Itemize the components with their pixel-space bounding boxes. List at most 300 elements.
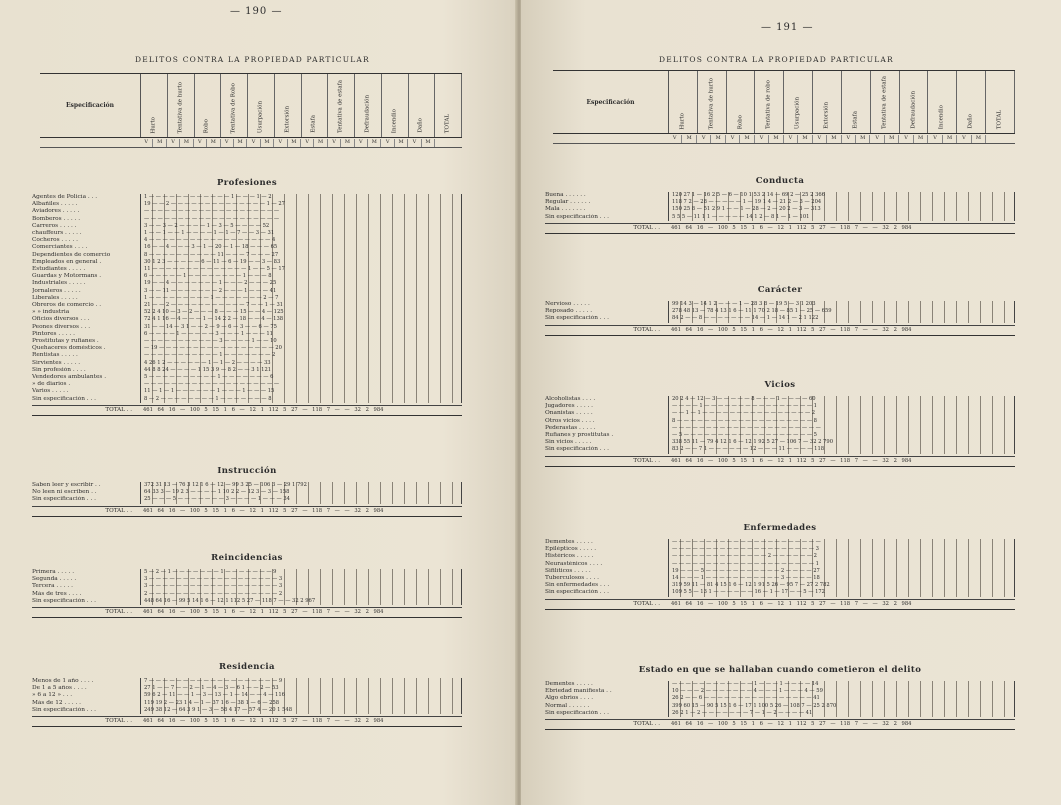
row-label: Nervioso . . . . . — [545, 301, 590, 307]
section-table — [545, 681, 1015, 717]
table-row: 11 — 1 — 1 — — — — — — 1 — — — 1 — — — 15 — [144, 388, 275, 395]
value-grid — [140, 194, 462, 403]
vm-marker: M — [288, 139, 301, 147]
vm-marker: V — [220, 139, 233, 147]
left-col-7: Tentativa de estafa — [328, 74, 355, 137]
row-label: Sin especificación . . . — [545, 446, 609, 453]
table-section — [32, 466, 462, 517]
vm-marker: V — [899, 135, 913, 143]
table-row: 25 — — — 5 — — — — — — — 3 — — — — 1 — — — 34 — [144, 496, 290, 503]
vm-marker: M — [798, 135, 812, 143]
vm-cell — [408, 139, 435, 147]
vm-marker: M — [740, 135, 754, 143]
total-values: 461 64 16 — 100 5 15 1 6 — 12 1 112 5 27 — 118 7 — — 32 2 984 — [143, 718, 384, 725]
table-section — [32, 662, 462, 727]
total-values: 461 64 16 — 100 5 15 1 6 — 12 1 112 5 27 — 118 7 — — 32 2 984 — [671, 326, 912, 333]
vm-marker: V — [870, 135, 884, 143]
vm-pad — [40, 139, 140, 147]
table-row: 52 2 4 10 — 3 — 2 — — — 8 — — — 15 — — 4 — 125 — [144, 309, 284, 316]
table-row: 72 4 1 16 — 4 — — — 1 — 14 2 2 — 18 — — 4 — 138 — [144, 316, 284, 323]
vm-marker: V — [140, 139, 153, 147]
vm-marker: V — [328, 139, 341, 147]
table-row: 44 8 8 24 — — — — 1 15 3 9 — 8 2 — — 3 1 121 — [144, 366, 272, 373]
right-page-number: — 191 — — [761, 22, 814, 33]
row-label: Epilépticos . . . . . — [545, 546, 597, 553]
table-row: 1 — — 1 — — 1 — — — — 1 — 1 — 7 — — 3 — 31 — [144, 230, 275, 237]
row-label: Sin especificación . . . — [545, 589, 609, 596]
table-section — [545, 285, 1015, 336]
table-row: 20 2 4 — 12 — 3 — — — — — 8 — — — 1 — — — — 60 — [672, 396, 816, 402]
vm-cell — [247, 139, 274, 147]
vm-marker: M — [314, 139, 327, 147]
table-row: — 5 — — — — — — — — — — — — — — — — — — — 5 — [672, 432, 817, 439]
total-values: 461 64 16 — 100 5 15 1 6 — 12 1 112 5 27 — 118 7 — — 32 2 984 — [671, 224, 912, 231]
row-label: Sirvientes . . . . . — [32, 359, 81, 366]
right-col-9: Incendio — [928, 71, 957, 133]
row-label: Peones diversos . . . — [32, 323, 91, 330]
left-col-1: Tentativa de hurto — [168, 74, 195, 137]
row-label: Regular . . . . . . — [545, 199, 591, 206]
row-label: De 1 a 5 años . . . . — [32, 685, 87, 692]
vm-cell — [220, 139, 247, 147]
table-row: 150 25 8 — 51 2 9 1 — — 1 — 28 — 2 — 20 2 — 3 — 313 — [672, 206, 821, 213]
vm-marker: M — [234, 139, 247, 147]
row-label: Vendedores ambulantes . — [32, 374, 107, 381]
vm-total-cell — [435, 139, 462, 147]
vm-marker: M — [153, 139, 166, 147]
row-label: Ebriedad manifiesta . . — [545, 688, 612, 695]
row-label: Guardas y Motormans . — [32, 273, 102, 280]
total-values: 461 64 16 — 100 5 15 1 6 — 12 1 112 5 27 — 118 7 — — 32 2 984 — [143, 609, 384, 616]
right-spec-label: Especificación — [553, 71, 669, 133]
row-label: Rufianes y prostitutas . — [545, 432, 614, 439]
vm-cell — [899, 135, 928, 143]
total-row — [545, 223, 1015, 234]
section-title: Reincidencias — [211, 553, 283, 563]
row-labels — [32, 194, 140, 403]
row-label: Pederastas . . . . . — [545, 424, 596, 431]
row-label: Albañiles . . . . . — [32, 201, 78, 208]
right-page — [521, 0, 1061, 805]
table-row: 8 — — — — — — — — — — 11 — — — 7 — — — 27 — [144, 251, 279, 258]
section-title: Enfermedades — [743, 523, 817, 533]
table-row: 84 2 — — 8 — — — — — — — 14 — 1 — 14 1 — 2 1 122 — [672, 315, 819, 322]
right-col-8: Defraudación — [900, 71, 929, 133]
vm-marker: M — [180, 139, 193, 147]
table-row: 6 — — — — 1 — — — — — 3 — — — 1 — — — 11 — [144, 330, 273, 337]
left-col-5: Extorsión — [275, 74, 302, 137]
vm-marker: M — [972, 135, 986, 143]
vm-marker: V — [167, 139, 180, 147]
table-row: 16 — — 4 — — — 3 — 1 — 20 — 1 — 18 — — — 65 — [144, 244, 278, 251]
vm-marker: M — [341, 139, 354, 147]
row-label: Agentes de Policía . . . — [32, 194, 98, 200]
vm-marker: V — [247, 139, 260, 147]
row-label: Otros vicios . . . . — [545, 417, 595, 424]
table-row: 8 — — — — — — — — — — — — — — — — — — — — 8 — [672, 417, 817, 424]
table-row: — 19 — — — — — — — — — — — — — — — — — 20 — [144, 345, 282, 352]
row-label: » » industria — [32, 309, 70, 316]
vm-marker: M — [395, 139, 408, 147]
table-row: 448 64 16 — 99 5 14 1 6 — 12 1 112 5 27 — 118 7 — — 32 2 967 — [144, 597, 316, 604]
section-title: Estado en que se hallaban cuando cometieron el delito — [638, 665, 922, 675]
right-col-1: Tentativa de hurto — [698, 71, 727, 133]
total-label: TOTAL . . — [633, 224, 660, 231]
row-label: Algo ebrios . . . . — [545, 695, 594, 702]
right-vm-row — [553, 135, 1015, 144]
vm-marker: M — [914, 135, 928, 143]
section-title: Carácter — [757, 285, 803, 295]
row-label: Mala . . . . . . . — [545, 206, 586, 213]
total-row — [545, 325, 1015, 336]
total-values: 461 64 16 — 100 5 15 1 6 — 12 1 112 5 27 — 118 7 — — 32 2 984 — [671, 721, 912, 728]
table-row: 372 31 13 — 76 3 12 1 6 — 12 — 99 3 25 — 106 3 — 29 1 792 — [144, 482, 307, 488]
row-label: Buena . . . . . . — [545, 192, 586, 198]
total-label: TOTAL . . — [633, 721, 660, 728]
row-label: Sin especificación . . . — [32, 597, 96, 604]
table-row: — — — — — — — — — — — — — — — — — — — — — 3 — [672, 546, 819, 553]
table-row: 1 — — — — — — — — — 1 — — — — — — — 2 — 7 — [144, 294, 279, 301]
row-label: Tercera . . . . . — [32, 583, 73, 590]
table-row: — — — — — — — — — — — 1 — — — — — — — 2 — [144, 352, 276, 359]
row-label: Estudiantes . . . . . — [32, 266, 86, 273]
row-labels — [545, 301, 668, 323]
total-label: TOTAL . . — [105, 718, 132, 725]
table-row: 11 — — — — — — — — — — — — — — 1 — — 5 — 17 — [144, 266, 285, 273]
row-label: Sin especificación . . . — [32, 496, 96, 503]
table-row: 4 — — — — — — — — — — — — — — — — — — 4 — [144, 237, 276, 244]
table-row: 21 — — 2 — — — — — — — — — — — 7 — — 1 — 31 — [144, 302, 284, 309]
vm-cell — [755, 135, 784, 143]
vm-pad — [553, 135, 668, 143]
table-row: 99 14 3 — 14 1 2 — — — 1 — 28 3 8 — 19 5 — 3 1 203 — [672, 301, 816, 307]
total-values: 461 64 16 — 100 5 15 1 6 — 12 1 112 5 27 — 118 7 — — 32 2 984 — [143, 406, 384, 413]
vm-cell — [668, 135, 697, 143]
table-row: 278 48 13 — 78 4 13 1 6 — 11 1 70 2 18 — 85 1 — 25 — 659 — [672, 308, 832, 315]
vm-cell — [842, 135, 871, 143]
right-col-2: Robo — [727, 71, 756, 133]
left-col-9: Incendio — [382, 74, 409, 137]
row-label: Dependientes de comercio — [32, 251, 111, 258]
table-row: 19 — — 4 — — — — — — — 1 — — — 2 — — — 25 — [144, 280, 277, 287]
vm-marker: M — [711, 135, 725, 143]
table-row: 6 — — — — — 1 — — — — — — — — 1 — — — 8 — [144, 273, 272, 280]
row-labels — [32, 678, 140, 714]
table-row: 59 6 2 — 11 — — 1 — 3 — 13 — 1 — 14 — — 4 — 116 — [144, 692, 285, 699]
table-section — [545, 665, 1015, 730]
total-label: TOTAL . . — [105, 507, 132, 514]
left-col-8: Defraudación — [355, 74, 382, 137]
left-col-6: Estafa — [302, 74, 329, 137]
value-grid — [668, 539, 1015, 597]
table-row: 83 2 — — 7 1 — — — — — — 12 — — — 11 — — — — 118 — [672, 446, 825, 453]
vm-cell — [697, 135, 726, 143]
vm-marker: V — [726, 135, 740, 143]
table-row: — — — — — — — — — — — — — — 2 — — — — — — 2 — [672, 553, 817, 560]
row-label: Bomberos . . . . . — [32, 215, 81, 222]
vm-cell — [726, 135, 755, 143]
vm-cell — [870, 135, 899, 143]
section-title: Instrucción — [217, 466, 277, 476]
total-row — [32, 405, 462, 416]
section-title: Profesiones — [216, 178, 278, 188]
table-row: — — — — — — — — — — — — 1 — — — 1 — — — — 14 — [672, 681, 819, 687]
vm-marker: M — [769, 135, 783, 143]
row-label: Dementes . . . . . — [545, 539, 593, 545]
table-row: 338 55 11 — 79 4 12 1 6 — 12 1 92 5 27 — 106 7 — 32 2 790 — [672, 439, 833, 446]
row-label: Industriales . . . . . — [32, 280, 86, 287]
row-label: Saben leer y escribir . . — [32, 482, 101, 488]
table-section — [545, 523, 1015, 610]
total-values: 461 64 16 — 100 5 15 1 6 — 12 1 112 5 27 — 118 7 — — 32 2 984 — [671, 457, 912, 464]
table-row: 64 33 3 — 19 2 3 — — — — 1 10 2 2 — 12 3 — 3 — 158 — [144, 489, 290, 496]
row-label: Sin enfermedades . . . — [545, 582, 610, 589]
total-values: 461 64 16 — 100 5 15 1 6 — 12 1 112 5 27 — 118 7 — — 32 2 984 — [143, 507, 384, 514]
vm-marker: M — [368, 139, 381, 147]
vm-marker: V — [928, 135, 942, 143]
table-row: 399 60 15 — 90 5 15 1 6 — 17 1 100 5 26 — 108 7 — 25 2 870 — [672, 702, 837, 709]
table-row: — — — — — — — — — — — — — — — — — — — — — [144, 208, 280, 215]
table-row: 7 — — — — — — — — — — — — — — — — — — — 9 — [144, 678, 283, 684]
row-labels — [545, 681, 668, 717]
table-row: 26 2 1 — 2 — — — — — — — 7 — 1 — 2 — — — — 41 — [672, 709, 813, 716]
left-column-header — [40, 73, 462, 138]
row-label: Comerciantes . . . . — [32, 244, 88, 251]
total-row — [32, 506, 462, 517]
total-label: TOTAL . . — [633, 457, 660, 464]
left-col-2: Robo — [195, 74, 222, 137]
value-grid — [140, 678, 462, 714]
value-grid — [668, 396, 1015, 454]
table-section — [545, 176, 1015, 234]
row-label: Varios . . . . . — [32, 388, 69, 395]
vm-marker: M — [856, 135, 870, 143]
total-row — [545, 599, 1015, 610]
table-row: 249 38 12 — 64 3 9 1 — 3 — 58 4 17 — 57 4 — 20 1 548 — [144, 706, 293, 713]
right-col-11: TOTAL — [986, 71, 1015, 133]
row-label: Liberales . . . . . — [32, 294, 78, 301]
right-col-4: Usurpación — [784, 71, 813, 133]
table-row: 5 — — — — — — — — — — 1 — — — — — — — 6 — [144, 374, 274, 381]
left-col-0: Hurto — [141, 74, 168, 137]
vm-marker: M — [885, 135, 899, 143]
vm-marker: V — [784, 135, 798, 143]
vm-cell — [328, 139, 355, 147]
row-label: Jornaleros . . . . . — [32, 287, 81, 294]
vm-cell — [355, 139, 382, 147]
vm-cell — [957, 135, 986, 143]
section-table — [545, 396, 1015, 454]
row-label: Normal . . . . . . — [545, 702, 590, 709]
row-label: Sin profesión . . . . — [32, 366, 86, 373]
right-col-10: Daño — [957, 71, 986, 133]
table-row: 2 — — — — — — — — — — — — — — — — — — — 2 — [144, 590, 283, 597]
row-label: Obreros de comercio . . — [32, 302, 102, 309]
table-row: 109 5 5 — 13 1 — — — — — — 16 — 1 — 17 — — 5 — 172 — [672, 589, 825, 596]
left-page — [0, 0, 520, 805]
total-row — [32, 716, 462, 727]
vm-cell — [381, 139, 408, 147]
left-col-10: Daño — [409, 74, 436, 137]
table-row: — — — — — — — — — — — — — — — — — — — — — — — [672, 539, 821, 545]
total-label: TOTAL . . — [633, 600, 660, 607]
vm-marker: M — [682, 135, 696, 143]
vm-marker: V — [842, 135, 856, 143]
vm-marker: V — [381, 139, 394, 147]
row-label: Histéricos . . . . . — [545, 553, 594, 560]
table-row: 19 — — 2 — — — — — — — — — — — — — — 1 — 27 — [144, 201, 285, 208]
left-spec-label: Especificación — [40, 74, 141, 137]
vm-marker: V — [194, 139, 207, 147]
value-grid — [140, 569, 462, 605]
vm-marker: V — [755, 135, 769, 143]
table-row: 26 2 — — 6 — — — — — — — — — — — — — — — — 41 — [672, 695, 820, 702]
row-label: Quehaceres domésticos . — [32, 345, 106, 352]
row-label: » de diarios . — [32, 381, 71, 388]
row-label: Dementes . . . . . — [545, 681, 593, 687]
table-row: 31 — — 14 — 3 1 — — 2 — 9 — 6 — 3 — — 6 — 75 — [144, 323, 277, 330]
row-label: No leen ni escriben . . — [32, 489, 97, 496]
row-labels — [32, 569, 140, 605]
total-row — [545, 456, 1015, 467]
total-row — [32, 607, 462, 618]
row-label: Sin especificación . . . — [32, 395, 96, 402]
section-table — [545, 539, 1015, 597]
row-label: Sin especificación . . . — [545, 315, 609, 322]
row-label: Tuberculosos . . . . — [545, 575, 600, 582]
row-labels — [545, 539, 668, 597]
row-label: Sin especificación . . . — [545, 213, 609, 220]
value-grid — [668, 301, 1015, 323]
row-label: Oficios diversos . . . — [32, 316, 90, 323]
table-section — [32, 553, 462, 618]
row-labels — [545, 192, 668, 221]
table-row: 10 — — — 2 — — — — — — — 4 — — — 1 — — — 4 — 59 — [672, 688, 823, 695]
section-table — [32, 569, 462, 605]
right-col-7: Tentativa de estafa — [871, 71, 900, 133]
table-row: 120 27 1 — 16 2 5 — 6 — 10 1 53 2 14 — 69 2 — 25 2 366 — [672, 192, 825, 198]
vm-total-cell — [986, 135, 1015, 143]
vm-cell — [274, 139, 301, 147]
table-row: 30 1 2 3 — — — — — 6 — 11 — 6 — 19 — — 3 — 83 — [144, 258, 281, 265]
row-label: chauffeurs . . . . . — [32, 230, 82, 237]
row-labels — [32, 482, 140, 504]
table-row: 118 7 2 — 28 — — — — — 1 — 19 1 4 — 21 2 — 3 — 204 — [672, 199, 822, 206]
table-row: 3 — — 3 — 2 — — — — 1 — 3 — 5 — — — — 52 — [144, 222, 270, 229]
table-row: 1 — — — — — — — — — — — — 1 — — — 1 — 2 — [144, 194, 272, 200]
total-label: TOTAL . . — [105, 406, 132, 413]
value-grid — [140, 482, 462, 504]
left-col-4: Usurpación — [248, 74, 275, 137]
table-row: 319 59 11 — 81 4 15 1 6 — 12 1 91 5 26 — 95 7 — 27 2 782 — [672, 582, 830, 589]
section-title: Residencia — [219, 662, 275, 672]
vm-marker: M — [943, 135, 957, 143]
table-row: — — 1 — 1 — — — — — — — — — — — — — — — — 2 — [672, 410, 816, 417]
row-labels — [545, 396, 668, 454]
right-col-6: Estafa — [842, 71, 871, 133]
value-grid — [668, 681, 1015, 717]
row-label: Sin especificación . . . — [545, 709, 609, 716]
section-table — [545, 192, 1015, 221]
row-label: Menos de 1 año . . . . — [32, 678, 94, 684]
table-row: 3 — — — — — — — — — — — — — — — — — — — 3 — [144, 583, 283, 590]
section-table — [32, 482, 462, 504]
table-row: 119 19 2 — 23 1 4 — 1 — 37 1 6 — 38 1 — 6 — 258 — [144, 699, 280, 706]
row-label: Neurasténicos . . . . — [545, 560, 603, 567]
row-label: Sin especificación . . . — [32, 706, 96, 713]
section-table — [32, 194, 462, 403]
right-col-5: Extorsión — [813, 71, 842, 133]
vm-marker: V — [957, 135, 971, 143]
total-label: TOTAL . . — [105, 609, 132, 616]
table-row: — — — — — — — — — — — 3 — — — — 1 — — 10 — [144, 338, 277, 345]
row-label: Primera . . . . . — [32, 569, 75, 575]
table-row: 3 — — 11 — — — — — — — 2 — — — 1 — — — 41 — [144, 287, 277, 294]
section-title: Conducta — [755, 176, 805, 186]
vm-cell — [167, 139, 194, 147]
vm-cell — [194, 139, 221, 147]
table-row: 8 — 2 — — — — — — — — 1 — — — — — — — 8 — [144, 395, 272, 402]
section-table — [32, 678, 462, 714]
table-row: 4 26 1 2 — — — — — — 1 — 1 — 2 — — — — 33 — [144, 359, 271, 366]
row-label: Alcoholistas . . . . — [545, 396, 596, 402]
row-label: Aviadores . . . . . — [32, 208, 80, 215]
table-section — [32, 178, 462, 416]
total-values: 461 64 16 — 100 5 15 1 6 — 12 1 112 5 27 — 118 7 — — 32 2 984 — [671, 600, 912, 607]
vm-marker: M — [207, 139, 220, 147]
row-label: Más de 12 . . . . . — [32, 699, 81, 706]
row-label: Carreros . . . . . — [32, 222, 77, 229]
vm-cell — [301, 139, 328, 147]
vm-marker: V — [355, 139, 368, 147]
right-running-title: DELITOS CONTRA LA PROPIEDAD PARTICULAR — [659, 55, 894, 64]
table-row: 14 — — — 1 — — — — — — — — — — — 3 — — — — 18 — [672, 575, 820, 582]
table-row: — — — — — — — — — — — — — — — — — — — — — — — [672, 424, 821, 431]
row-label: Reposado . . . . . — [545, 308, 593, 315]
vm-marker: V — [274, 139, 287, 147]
left-col-11: TOTAL — [435, 74, 462, 137]
vm-cell — [928, 135, 957, 143]
row-label: Prostitutas y rufianes . — [32, 338, 99, 345]
left-running-title: DELITOS CONTRA LA PROPIEDAD PARTICULAR — [135, 55, 370, 64]
left-vm-row — [40, 139, 462, 148]
row-label: Cocheros . . . . . — [32, 237, 78, 244]
row-label: Rentistas . . . . . — [32, 352, 78, 359]
vm-cell — [140, 139, 167, 147]
vm-marker: V — [697, 135, 711, 143]
table-row: — — — — — — — — — — — — — — — — — — — — — [144, 381, 280, 388]
section-table — [545, 301, 1015, 323]
section-title: Vicios — [764, 380, 796, 390]
vm-marker: M — [422, 139, 435, 147]
table-row: 5 — 2 — 1 — — — — — — — 1 — — — — — — — 9 — [144, 569, 277, 575]
row-label: Más de tres . . . . — [32, 590, 82, 597]
left-col-3: Tentativa de Robo — [221, 74, 248, 137]
table-row: — — — — — — — — — — — — — — — — — — — — — 1 — [672, 560, 819, 567]
table-section — [545, 380, 1015, 467]
row-label: Empleados en general . — [32, 258, 102, 265]
vm-cell — [784, 135, 813, 143]
vm-marker: V — [668, 135, 682, 143]
table-row: 19 — — — 5 — — — — — — — — — — — 2 — — — — 27 — [672, 567, 820, 574]
table-row: 5 5 5 — 11 1 1 — — — — — 14 1 2 — 8 1 — 1 — 101 — [672, 213, 810, 220]
total-row — [545, 719, 1015, 730]
vm-marker: M — [827, 135, 841, 143]
table-row: 27 1 — — 7 — — 2 — 1 — 4 — 3 — 6 1 — — 2 — 53 — [144, 685, 279, 692]
total-label: TOTAL . . — [633, 326, 660, 333]
table-row: 3 — — — — — — — — — — — — — — — — — — — 3 — [144, 576, 283, 583]
row-label: Segunda . . . . . — [32, 576, 77, 583]
